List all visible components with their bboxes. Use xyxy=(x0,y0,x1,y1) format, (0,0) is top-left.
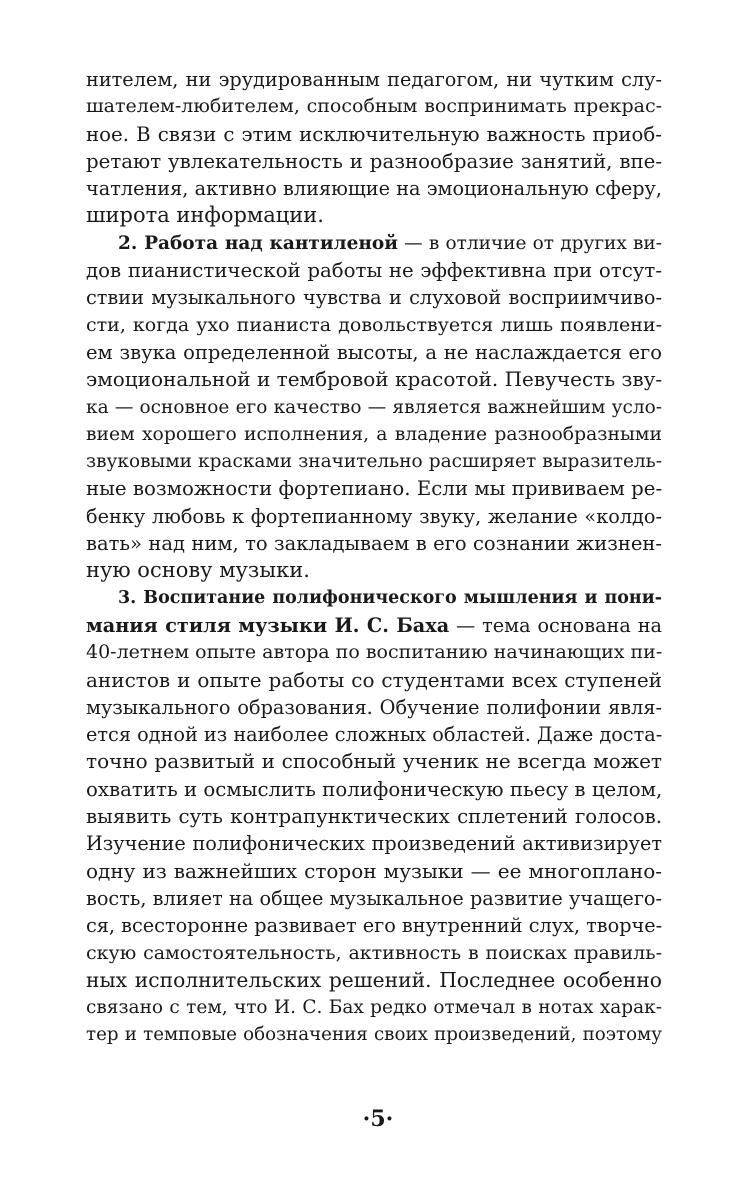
text-line: шателем-любителем, способным воспринимать прекрас- xyxy=(86,95,662,118)
text-line: широта информации. xyxy=(86,203,324,228)
text-line: ных исполнительских решений. Последнее особенно xyxy=(86,967,662,992)
text-line: анистов и опыте работы со студентами всех ступеней xyxy=(86,667,662,692)
body-text xyxy=(86,66,662,1049)
text-line: ствии музыкального чувства и слуховой восприимчиво- xyxy=(86,286,662,310)
section-2-heading-rest: — в отличие от других ви- xyxy=(397,232,662,254)
text-line: одну из важнейших сторон музыки — ее многоплано- xyxy=(86,858,662,883)
text-line: сти, когда ухо пианиста довольствуется лишь появлени- xyxy=(86,313,662,336)
text-line: дов пианистической работы не эффективна при отсут- xyxy=(86,259,662,283)
text-line: ка — основное его качество — является важнейшим усло- xyxy=(86,396,662,418)
text-line: ся, всесторонне развивает его внутренний слух, творче- xyxy=(86,914,663,938)
text-line: вость, влияет на общее музыкальное развитие учащего- xyxy=(86,886,662,910)
text-line: вать» над ним, то закладываем в его сознании жизнен- xyxy=(86,532,662,556)
text-line: ное. В связи с этим исключительную важность приоб- xyxy=(86,122,662,146)
text-line: 40-летнем опыте автора по воспитанию начинающих пи- xyxy=(86,641,663,664)
text-line: ные возможности фортепиано. Если мы прививаем ре- xyxy=(86,477,663,501)
text-line: точно развитый и способный ученик не всегда может xyxy=(86,749,662,774)
text-line: вием хорошего исполнения, а владение разнообразными xyxy=(86,423,662,445)
section-3-heading-line-1: 3. Воспитание полифонического мышления и пони- xyxy=(118,587,662,608)
text-line: связано с тем, что И. С. Бах редко отмечал в нотах харак- xyxy=(86,997,662,1019)
section-2-heading: 2. Работа над кантиленой xyxy=(118,232,398,254)
section-3-second-line xyxy=(86,612,662,639)
text-line: выявить суть контрапунктических сплетений голосов. xyxy=(86,805,662,829)
text-line: ем звука определенной высоты, а не наслаждается его xyxy=(86,340,662,364)
text-line: нителем, ни эрудированным педагогом, ни чутким слу- xyxy=(86,68,662,91)
text-line: музыкального образования. Обучение полифонии явля- xyxy=(86,695,662,719)
text-line: тер и темповые обозначения своих произведений, поэтому xyxy=(86,1024,662,1046)
text-line: скую самостоятельность, активность в поисках правиль- xyxy=(86,941,662,964)
text-line: ретают увлекательность и разнообразие занятий, впе- xyxy=(86,149,662,173)
section-3-heading-rest: — тема основана на xyxy=(449,613,663,637)
page-number: ·5· xyxy=(362,1106,394,1132)
text-line: Изучение полифонических произведений активизирует xyxy=(86,832,662,856)
text-line: эмоциональной и тембровой красотой. Певучесть зву- xyxy=(86,367,663,392)
text-line: ется одной из наиболее сложных областей. Даже доста- xyxy=(86,723,663,747)
section-3-heading: мания стиля музыки И. С. Баха xyxy=(86,613,450,637)
section-2-first-line xyxy=(86,230,662,257)
text-line: охватить и осмыслить полифоническую пьесу в целом, xyxy=(86,777,663,801)
text-line: чатления, активно влияющие на эмоциональную сферу, xyxy=(86,177,662,201)
text-line: звуковыми красками значительно расширяет выразитель- xyxy=(86,451,662,473)
text-line: ную основу музыки. xyxy=(86,558,310,583)
text-line: бенку любовь к фортепианному звуку, желание «колдо- xyxy=(86,504,662,528)
